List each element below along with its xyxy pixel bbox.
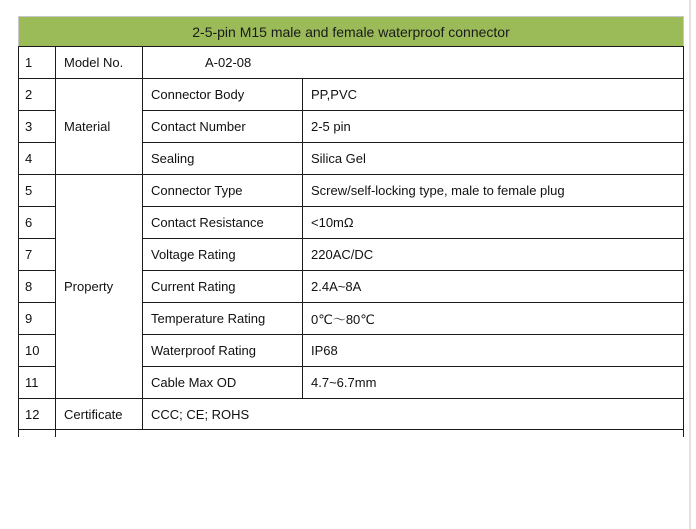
row-number: 6 (19, 207, 56, 239)
table-row (19, 175, 684, 207)
row-group-label: Certificate (56, 399, 143, 430)
row-number: 4 (19, 143, 56, 175)
model-number-value: A-02-08 (143, 47, 684, 79)
partial-cell (19, 430, 56, 438)
spec-value: 4.7~6.7mm (303, 367, 684, 399)
table-row-partial (19, 430, 684, 438)
spec-value: <10mΩ (303, 207, 684, 239)
spec-table (18, 16, 684, 437)
row-number: 7 (19, 239, 56, 271)
spec-label: Voltage Rating (143, 239, 303, 271)
spec-value: 0℃～80℃ (303, 303, 684, 335)
table-row (19, 79, 684, 111)
table-title-row (19, 17, 684, 47)
row-group-label: Material (56, 79, 143, 175)
spec-label: Cable Max OD (143, 367, 303, 399)
row-number: 5 (19, 175, 56, 207)
spec-label: Connector Body (143, 79, 303, 111)
table-row (19, 47, 684, 79)
spec-label: Sealing (143, 143, 303, 175)
table-title: 2-5-pin M15 male and female waterproof connector (19, 17, 684, 47)
spec-label: Current Rating (143, 271, 303, 303)
row-number: 12 (19, 399, 56, 430)
spec-value: Screw/self-locking type, male to female plug (303, 175, 684, 207)
row-group-label: Property (56, 175, 143, 399)
row-number: 3 (19, 111, 56, 143)
row-number: 9 (19, 303, 56, 335)
spec-value: PP,PVC (303, 79, 684, 111)
partial-cell (56, 430, 684, 438)
spec-value: 220AC/DC (303, 239, 684, 271)
table-row (19, 399, 684, 430)
spec-value: 2.4A~8A (303, 271, 684, 303)
row-number: 8 (19, 271, 56, 303)
spec-label: Temperature Rating (143, 303, 303, 335)
spec-value: 2-5 pin (303, 111, 684, 143)
spec-label: Connector Type (143, 175, 303, 207)
row-number: 1 (19, 47, 56, 79)
row-group-label: Model No. (56, 47, 143, 79)
spec-value: Silica Gel (303, 143, 684, 175)
page-edge-divider (689, 0, 691, 529)
certificate-value: CCC; CE; ROHS (143, 399, 684, 430)
spec-label: Contact Resistance (143, 207, 303, 239)
spec-label: Contact Number (143, 111, 303, 143)
row-number: 11 (19, 367, 56, 399)
row-number: 10 (19, 335, 56, 367)
spec-value: IP68 (303, 335, 684, 367)
spec-label: Waterproof Rating (143, 335, 303, 367)
row-number: 2 (19, 79, 56, 111)
